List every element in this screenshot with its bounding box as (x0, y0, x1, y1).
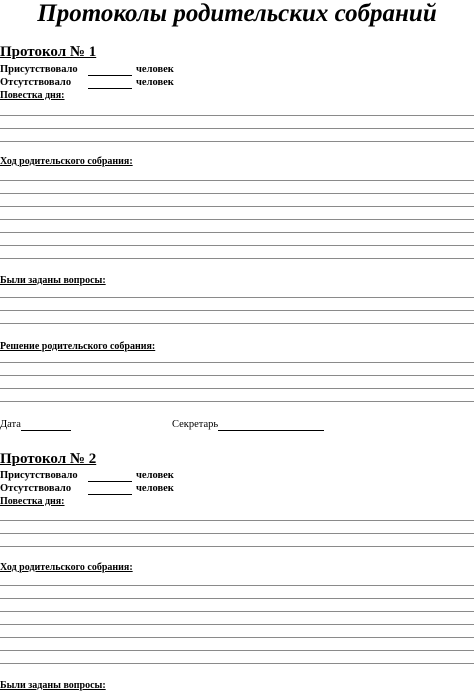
protocol-1-decision-label: Решение родительского собрания: (0, 341, 156, 352)
writing-line (0, 388, 474, 389)
writing-line (0, 297, 474, 298)
date-signature (0, 419, 71, 431)
document-title: Протоколы родительских собраний (37, 0, 437, 27)
writing-line (0, 323, 474, 324)
writing-line (0, 520, 474, 521)
writing-line (0, 401, 474, 402)
writing-line (0, 598, 474, 599)
writing-line (0, 206, 474, 207)
protocol-1-heading: Протокол № 1 (0, 44, 97, 60)
date-label: Дата (0, 419, 21, 430)
writing-line (0, 650, 474, 651)
absent-label: Отсутствовало (0, 77, 72, 88)
secretary-field[interactable] (218, 420, 324, 431)
writing-line (0, 245, 474, 246)
writing-line (0, 637, 474, 638)
date-field[interactable] (21, 420, 71, 431)
absent-count-field[interactable] (88, 78, 132, 89)
writing-line (0, 362, 474, 363)
writing-line (0, 128, 474, 129)
writing-line (0, 611, 474, 612)
writing-line (0, 624, 474, 625)
protocol-1-agenda-label: Повестка дня: (0, 90, 65, 101)
protocol-2-absent-row (0, 483, 174, 495)
writing-line (0, 663, 474, 664)
writing-line (0, 585, 474, 586)
protocol-2-questions-label: Были заданы вопросы: (0, 680, 106, 691)
present-unit: человек (136, 470, 174, 481)
present-label: Присутствовало (0, 64, 78, 75)
protocol-2-present-row (0, 470, 174, 482)
writing-line (0, 232, 474, 233)
protocol-2-heading: Протокол № 2 (0, 451, 97, 467)
protocol-1-questions-label: Были заданы вопросы: (0, 275, 106, 286)
writing-line (0, 546, 474, 547)
absent-unit: человек (136, 77, 174, 88)
present-label: Присутствовало (0, 470, 78, 481)
protocol-1-present-row (0, 64, 174, 76)
writing-line (0, 219, 474, 220)
present-unit: человек (136, 64, 174, 75)
protocol-1-course-label: Ход родительского собрания: (0, 156, 133, 167)
writing-line (0, 258, 474, 259)
absent-unit: человек (136, 483, 174, 494)
writing-line (0, 533, 474, 534)
writing-line (0, 180, 474, 181)
present-count-field[interactable] (88, 471, 132, 482)
protocol-2-course-label: Ход родительского собрания: (0, 562, 133, 573)
absent-label: Отсутствовало (0, 483, 72, 494)
writing-line (0, 115, 474, 116)
protocol-1-absent-row (0, 77, 174, 89)
protocol-2-agenda-label: Повестка дня: (0, 496, 65, 507)
secretary-label: Секретарь (172, 419, 219, 430)
writing-line (0, 193, 474, 194)
present-count-field[interactable] (88, 65, 132, 76)
writing-line (0, 310, 474, 311)
writing-line (0, 141, 474, 142)
secretary-signature (172, 419, 324, 431)
writing-line (0, 375, 474, 376)
absent-count-field[interactable] (88, 484, 132, 495)
